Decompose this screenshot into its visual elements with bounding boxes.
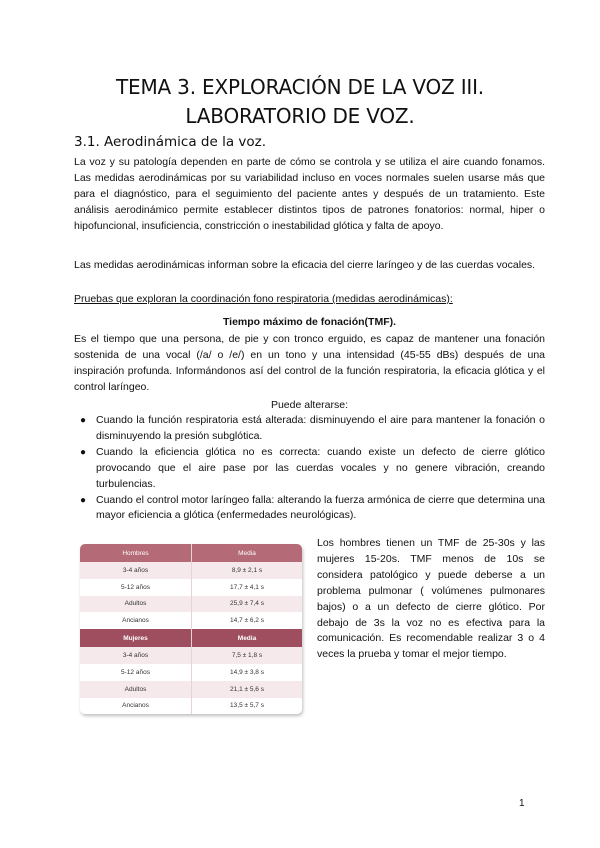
table-row (80, 562, 302, 579)
table-row (80, 664, 302, 681)
tmf-table (80, 544, 302, 714)
subtitle-tmf: Tiempo máximo de fonación(TMF). (222, 316, 397, 328)
table-row (80, 579, 302, 596)
list-item: ● Cuando la función respiratoria está alterada: disminuyendo el aire para mantener la fonación o disminuyendo la presión subglótica. (80, 414, 545, 442)
bullet-icon: ● (80, 494, 87, 506)
table-cell: 8,9 ± 2,1 s (192, 562, 303, 579)
table-header-men (80, 544, 302, 562)
table-row (80, 698, 302, 715)
paragraph-measures: Las medidas aerodinámicas informan sobre la eficacia del cierre laríngeo y de las cuerdas vocales. (74, 259, 536, 271)
table-cell: 21,1 ± 5,6 s (192, 681, 303, 698)
table-row (80, 681, 302, 698)
table-header-women (80, 629, 302, 647)
table-cell: 3-4 años (80, 562, 192, 579)
paragraph-tmf-definition: Es el tiempo que una persona, de pie y con tronco erguido, es capaz de mantener una fonación sostenida de una vocal (/a/ o /e/) en un tono y una intensidad (45-55 dBs) después de una inspiración profunda. Informándonos así del control de la función respiratoria, la eficacia glótica y el control laríngeo. (74, 333, 545, 393)
paragraph-tmf-values: Los hombres tienen un TMF de 25-30s y las mujeres 15-20s. TMF menos de 10s se considera patológico y puede deberse a un problema pulmonar ( volúmenes pulmonares bajos) o a un defecto de cierre glótico. Por debajo de 3s la voz no es efectiva para la comunicación. Es recomendable realizar 3 o 4 veces la prueba y tomar el mejor tiempo. (317, 537, 545, 661)
table-header-cell: Media (192, 544, 303, 562)
paragraph-intro: La voz y su patología dependen en parte de cómo se controla y se utiliza el aire cuando fonamos. Las medidas aerodinámicas por su variabilidad incluso en voces normales suelen usarse más que para el diagnóstico, para el seguimiento del paciente antes y después de un tratamiento. Este análisis aerodinámico permite establecer distintos tipos de patrones fonatorios: normal, hiper o hipofuncional, insuficiencia, constricción o inestabilidad glótica y falta de apoyo. (74, 156, 545, 232)
table-cell: 17,7 ± 4,1 s (192, 579, 303, 596)
paragraph-can-alter: Puede alterarse: (270, 399, 349, 411)
table-cell: 13,5 ± 5,7 s (192, 698, 303, 715)
table-row (80, 596, 302, 613)
table-row (80, 612, 302, 629)
section-heading: 3.1. Aerodinámica de la voz. (74, 134, 267, 150)
table-cell: 5-12 años (80, 664, 192, 681)
table-cell: 14,9 ± 3,8 s (192, 664, 303, 681)
document-title: TEMA 3. EXPLORACIÓN DE LA VOZ III. LABORATORIO DE VOZ. (116, 75, 484, 128)
table-cell: 25,9 ± 7,4 s (192, 596, 303, 613)
table-header-cell: Mujeres (80, 629, 192, 647)
alteration-list (74, 413, 545, 524)
table-cell: 7,5 ± 1,8 s (192, 647, 303, 664)
table-cell: 14,7 ± 6,2 s (192, 612, 303, 629)
table-cell: 5-12 años (80, 579, 192, 596)
table-header-cell: Media (192, 629, 303, 647)
bullet-icon: ● (80, 415, 87, 426)
list-item: ● Cuando la eficiencia glótica no es correcta: cuando existe un defecto de cierre glótico provocando que el aire pase por las cuerdas vocales y no genere vibración, creando turbulencias. (80, 445, 545, 490)
table-cell: Ancianos (80, 698, 192, 715)
paragraph-tests-heading: Pruebas que exploran la coordinación fono respiratoria (medidas aerodinámicas): (74, 293, 453, 305)
table-cell: 3-4 años (80, 647, 192, 664)
list-item: ● Cuando el control motor laríngeo falla: alterando la fuerza armónica de cierre que determina una mayor eficiencia a glótica (enfermedades neurológicas). (80, 493, 545, 522)
page-number: 1 (519, 798, 525, 809)
table-cell: Adultos (80, 681, 192, 698)
table-header-cell: Hombres (80, 544, 192, 562)
bullet-icon: ● (80, 446, 87, 458)
table-cell: Ancianos (80, 612, 192, 629)
table-row (80, 647, 302, 664)
table-cell: Adultos (80, 596, 192, 613)
